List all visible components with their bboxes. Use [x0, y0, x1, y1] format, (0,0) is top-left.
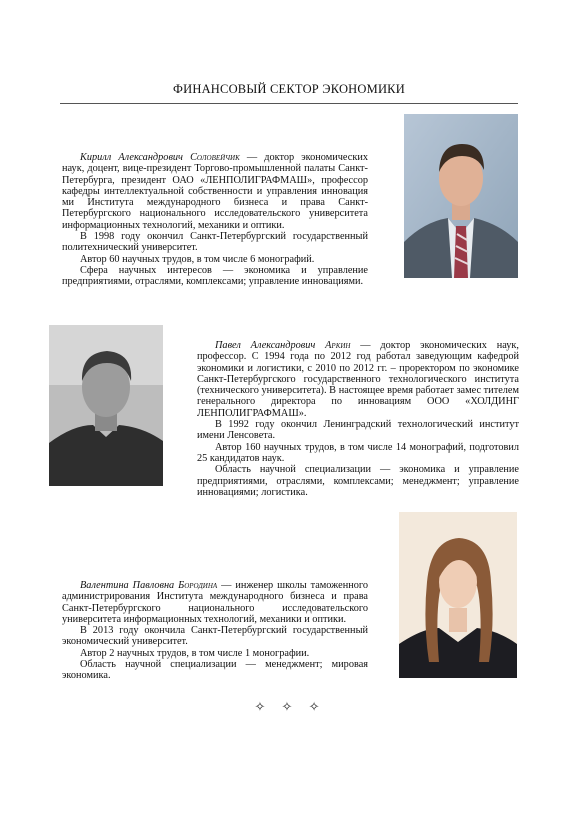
- author-first-names: Кирилл Александрович: [80, 152, 191, 163]
- header-rule: [60, 103, 518, 104]
- bio-paragraph: В 1992 году окончил Ленинградский технологический институт имени Ленсовета.: [197, 419, 519, 442]
- bio-text: — доктор экономических наук, профессор. С 1994 года по 2012 год работал заведующим кафедрой экономики и логистики, с 2010 по 2012 гг. – проректором по экономике Санкт-Петербургского государственного технологического института (технического университета). В настоящее время работает замес тителем генерального директора по инновациям ООО «ХОЛДИНГ ЛЕНПОЛИГРАФМАШ».: [197, 340, 519, 419]
- author-bio-soloveichik: [62, 152, 368, 288]
- bio-paragraph: [197, 340, 519, 419]
- bio-paragraph: [62, 152, 368, 231]
- author-surname: Аркин: [325, 340, 351, 351]
- author-surname: Соловейчик: [190, 152, 240, 163]
- author-bio-arkin: [197, 340, 519, 498]
- bio-paragraph: Сфера научных интересов — экономика и управление предприятиями, отраслями, комплексами; управление инновациями.: [62, 264, 368, 288]
- bio-paragraph: Автор 2 научных трудов, в том числе 1 монографии.: [80, 647, 310, 659]
- author-first-names: Валентина Павловна: [80, 580, 179, 591]
- bio-paragraph: Автор 60 научных трудов, в том числе 6 монографий.: [80, 253, 315, 265]
- bio-paragraph: Область научной специализации — менеджмент; мировая экономика.: [62, 659, 368, 682]
- bio-paragraph: [62, 580, 368, 625]
- author-photo-soloveichik: [404, 114, 518, 278]
- section-header: ФИНАНСОВЫЙ СЕКТОР ЭКОНОМИКИ: [173, 82, 405, 96]
- bio-paragraph: Автор 160 научных трудов, в том числе 14 монографий, подготовил 25 кандидатов наук.: [197, 441, 519, 464]
- author-bio-borodina: [62, 580, 368, 682]
- author-first-names: Павел Александрович: [215, 340, 326, 351]
- bio-paragraph: Область научной специализации — экономика и управление предприятиями, отраслями, комплексами; менеджмент; управление инновациями; логистика.: [197, 464, 519, 498]
- page-ornament: ✧ ✧ ✧: [254, 700, 326, 715]
- bio-paragraph: В 1998 году окончил Санкт-Петербургский государственный политехнический университет.: [62, 231, 368, 254]
- author-photo-borodina: [399, 512, 517, 678]
- bio-paragraph: В 2013 году окончила Санкт-Петербургский государственный экономический университет.: [62, 625, 368, 648]
- author-surname: Бородина: [178, 580, 218, 591]
- bio-text: — доктор экономических наук, доцент, вице-президент Торгово-промышленной палаты Санкт-Петербурга, президент ОАО «ЛЕНПОЛИГРАФМАШ», профессор кафедры интеллектуальной собственности и управления инновация ми Института международного бизнеса и права Санкт-Петербургского национального исследовательского университета информационных технологий, механики и оптики.: [62, 152, 368, 231]
- author-photo-arkin: [49, 325, 163, 486]
- bio-text: — инженер школы таможенного администрирования Института международного бизнеса и права Санкт-Петербургского национального исследовательского университета информационных технологий, механики и оптики.: [62, 580, 368, 625]
